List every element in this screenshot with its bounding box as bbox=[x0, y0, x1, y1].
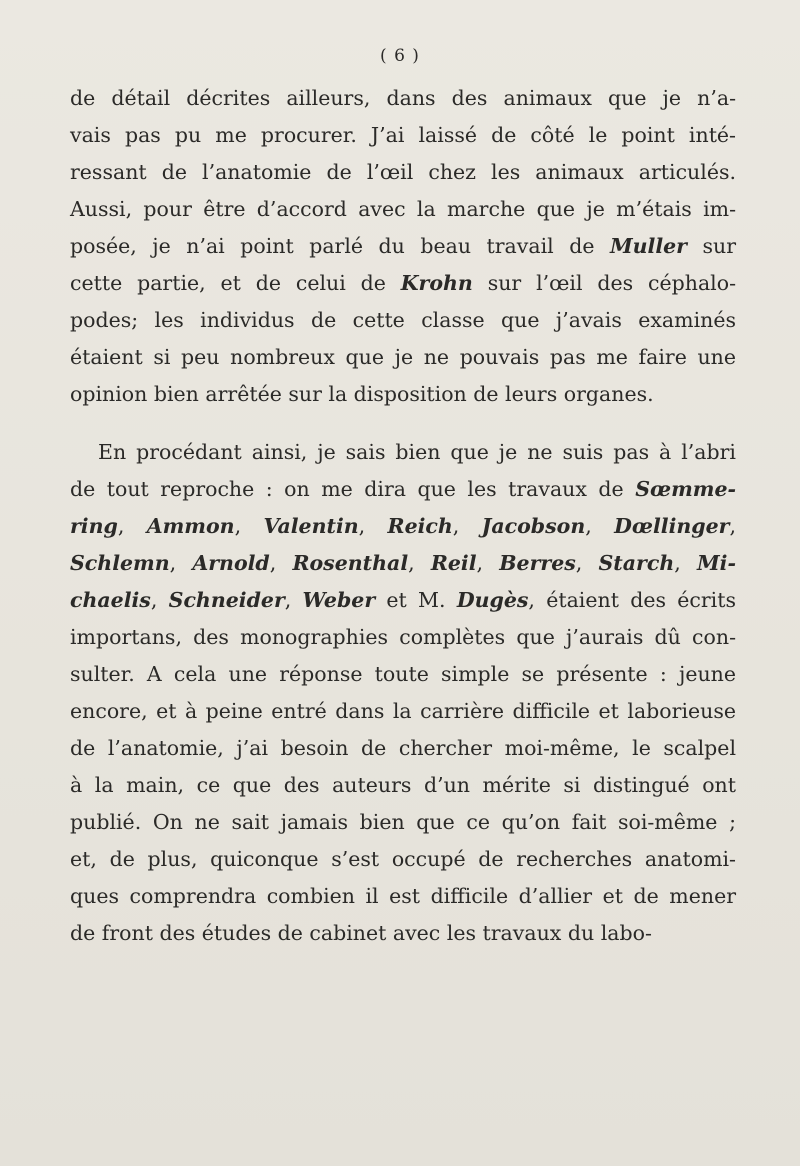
text-segment: , étaient des écrits bbox=[528, 588, 736, 612]
text-segment: , bbox=[729, 514, 736, 538]
text-segment: sur bbox=[686, 234, 736, 258]
author-name: Schlemn bbox=[70, 551, 170, 575]
text-segment: posée, je n’ai point parlé du beau travail de bbox=[70, 234, 610, 258]
author-name: Dœllinger bbox=[614, 514, 730, 538]
author-name: chaelis bbox=[70, 588, 151, 612]
text-line bbox=[70, 228, 736, 265]
text-segment: , bbox=[234, 514, 264, 538]
page-number: ( 6 ) bbox=[380, 46, 420, 66]
text-segment: , bbox=[117, 514, 147, 538]
text-segment: de l’anatomie, j’ai besoin de chercher moi-même, le scalpel bbox=[70, 736, 736, 760]
text-segment: importans, des monographies complètes que j’aurais dû con- bbox=[70, 625, 736, 649]
author-name: ring bbox=[70, 514, 118, 538]
author-name: Sœmme- bbox=[635, 477, 736, 501]
author-name: Reich bbox=[387, 514, 453, 538]
text-line bbox=[70, 730, 736, 767]
text-line bbox=[70, 508, 736, 545]
text-segment: , bbox=[476, 551, 500, 575]
text-segment: , bbox=[150, 588, 169, 612]
text-segment: à la main, ce que des auteurs d’un mérite si distingué ont bbox=[70, 773, 736, 797]
text-line bbox=[70, 841, 736, 878]
text-line bbox=[70, 154, 736, 191]
text-line bbox=[70, 767, 736, 804]
author-name: Krohn bbox=[400, 271, 473, 295]
text-line bbox=[70, 582, 736, 619]
text-segment: de détail décrites ailleurs, dans des animaux que je n’a- bbox=[70, 86, 736, 110]
author-name: Dugès bbox=[456, 588, 529, 612]
text-segment: , bbox=[169, 551, 193, 575]
text-line bbox=[70, 471, 736, 508]
text-segment: publié. On ne sait jamais bien que ce qu’on fait soi-même ; bbox=[70, 810, 736, 834]
text-line bbox=[70, 915, 736, 952]
text-segment: , bbox=[452, 514, 482, 538]
author-name: Muller bbox=[609, 234, 687, 258]
text-segment: ques comprendra combien il est difficile d’allier et de mener bbox=[70, 884, 736, 908]
text-line bbox=[70, 191, 736, 228]
author-name: Jacobson bbox=[481, 514, 586, 538]
text-segment: En procédant ainsi, je sais bien que je ne suis pas à l’abri bbox=[98, 440, 736, 464]
text-segment: , bbox=[674, 551, 697, 575]
text-segment: encore, et à peine entré dans la carrière difficile et laborieuse bbox=[70, 699, 736, 723]
text-segment: , bbox=[408, 551, 431, 575]
text-segment: , bbox=[575, 551, 599, 575]
text-line bbox=[70, 804, 736, 841]
text-segment: sur l’œil des céphalo- bbox=[472, 271, 736, 295]
text-segment: , bbox=[269, 551, 293, 575]
text-segment: et M. bbox=[375, 588, 457, 612]
text-line bbox=[70, 545, 736, 582]
paragraph bbox=[70, 434, 736, 952]
author-name: Mi- bbox=[696, 551, 736, 575]
text-segment: , bbox=[358, 514, 388, 538]
author-name: Valentin bbox=[263, 514, 359, 538]
text-line bbox=[70, 339, 736, 376]
paragraph bbox=[70, 80, 736, 413]
author-name: Reil bbox=[430, 551, 477, 575]
text-segment: cette partie, et de celui de bbox=[70, 271, 401, 295]
text-segment: , bbox=[585, 514, 615, 538]
text-line bbox=[70, 117, 736, 154]
text-line bbox=[70, 265, 736, 302]
text-segment: Aussi, pour être d’accord avec la marche que je m’étais im- bbox=[70, 197, 736, 221]
author-name: Berres bbox=[499, 551, 576, 575]
author-name: Ammon bbox=[146, 514, 235, 538]
text-segment: vais pas pu me procurer. J’ai laissé de côté le point inté- bbox=[70, 123, 736, 147]
text-segment: et, de plus, quiconque s’est occupé de recherches anatomi- bbox=[70, 847, 736, 871]
text-segment: de tout reproche : on me dira que les travaux de bbox=[70, 477, 636, 501]
author-name: Weber bbox=[302, 588, 376, 612]
text-line bbox=[70, 878, 736, 915]
text-line bbox=[70, 656, 736, 693]
author-name: Rosenthal bbox=[292, 551, 409, 575]
text-segment: ressant de l’anatomie de l’œil chez les animaux articulés. bbox=[70, 160, 736, 184]
text-segment: , bbox=[284, 588, 303, 612]
text-line bbox=[70, 434, 736, 471]
text-segment: sulter. A cela une réponse toute simple se présente : jeune bbox=[70, 662, 736, 686]
text-segment: podes; les individus de cette classe que j’avais examinés bbox=[70, 308, 736, 332]
author-name: Schneider bbox=[168, 588, 285, 612]
text-line bbox=[70, 80, 736, 117]
text-line bbox=[70, 376, 736, 413]
text-segment: étaient si peu nombreux que je ne pouvais pas me faire une bbox=[70, 345, 736, 369]
text-line bbox=[70, 302, 736, 339]
author-name: Arnold bbox=[192, 551, 270, 575]
text-segment: de front des études de cabinet avec les travaux du labo- bbox=[70, 921, 652, 945]
author-name: Starch bbox=[598, 551, 675, 575]
text-line bbox=[70, 619, 736, 656]
text-line bbox=[70, 693, 736, 730]
text-segment: opinion bien arrêtée sur la disposition de leurs organes. bbox=[70, 382, 654, 406]
